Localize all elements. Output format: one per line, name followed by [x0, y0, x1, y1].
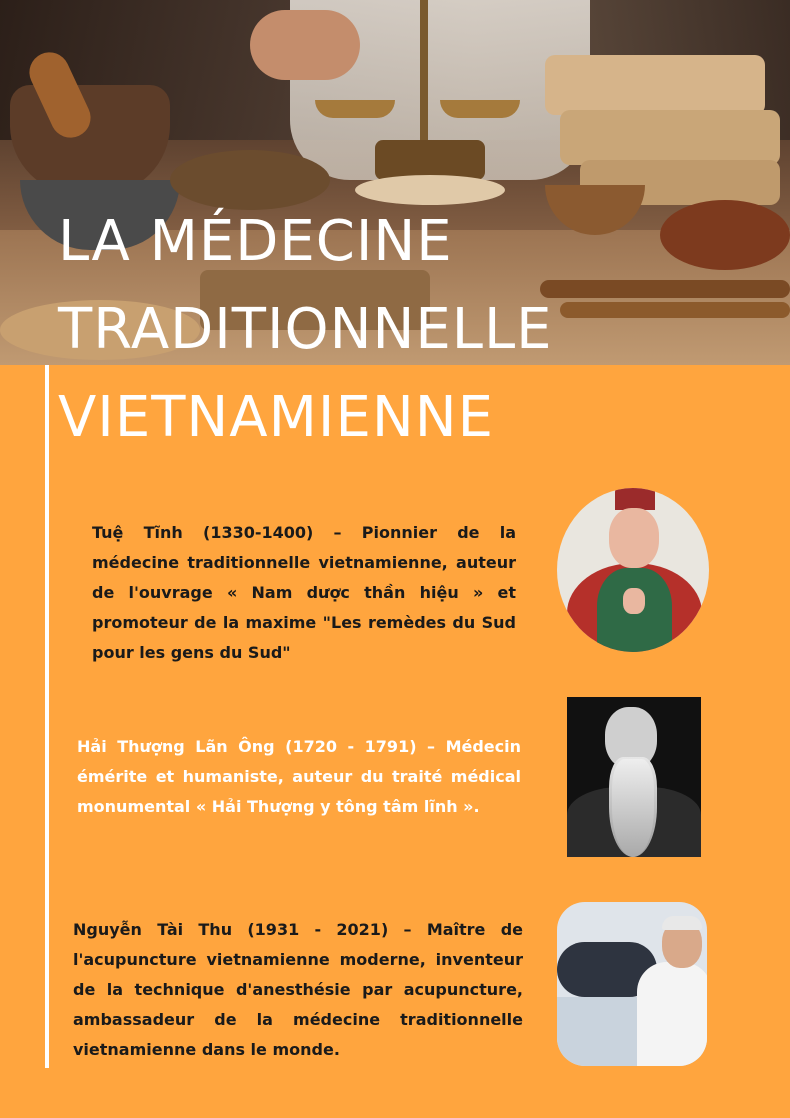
title-line-3: VIETNAMIENNE: [58, 385, 494, 450]
hai-thuong-lan-ong-portrait-icon: [567, 697, 701, 857]
title-line-2: TRADITIONNELLE: [58, 297, 553, 362]
hero-scale-pan-right: [440, 100, 520, 118]
acupuncture-doctor-photo-icon: [557, 902, 707, 1066]
hero-parcel: [560, 110, 780, 165]
hero-parcel: [545, 55, 765, 115]
hero-cinnamon-stick: [560, 302, 790, 318]
hero-hand: [250, 10, 360, 80]
bio-tue-tinh: Tuệ Tĩnh (1330-1400) – Pionnier de la médecine traditionnelle vietnamienne, auteur de l'ouvrage « Nam dược thần hiệu » et promoteur de la maxime "Les remèdes du Sud pour les gens du Sud": [92, 523, 516, 662]
bio-nguyen-tai-thu: Nguyễn Tài Thu (1931 - 2021) – Maître de l'acupuncture vietnamienne moderne, inventeur de la technique d'anesthésie par acupuncture, ambassadeur de la médecine traditionnelle vietnamienne dans le monde.: [73, 920, 523, 1059]
hero-cinnamon-stick: [540, 280, 790, 298]
vertical-accent-line: [45, 365, 49, 1068]
title-line-1: LA MÉDECINE: [58, 209, 453, 274]
hero-reishi-mushroom: [660, 200, 790, 270]
statue-face: [609, 508, 659, 568]
photo-doctor-coat: [637, 962, 707, 1066]
hero-mortar-icon: [10, 85, 170, 195]
page-title: [58, 198, 553, 462]
portrait-beard-highlight: [612, 759, 654, 857]
hero-scale-base: [375, 140, 485, 180]
hero-scale-pan-left: [315, 100, 395, 118]
tue-tinh-statue-icon: [557, 488, 709, 652]
statue-hands: [623, 588, 645, 614]
bio-hai-thuong-lan-ong: Hải Thượng Lãn Ông (1720 - 1791) – Médecin émérite et humaniste, auteur du traité médical monumental « Hải Thượng y tông tâm lĩnh ».: [77, 737, 521, 816]
statue-crown: [615, 488, 655, 510]
photo-doctor-hair: [662, 916, 702, 930]
hero-small-bowl: [545, 185, 645, 235]
